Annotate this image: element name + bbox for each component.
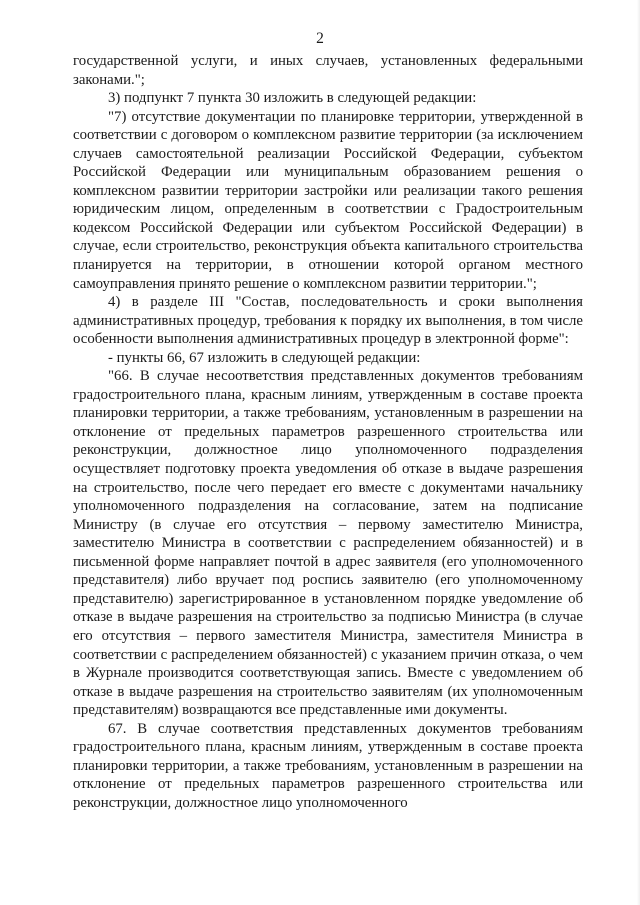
paragraph-item-3: 3) подпункт 7 пункта 30 изложить в следующей редакции:: [108, 90, 477, 107]
paragraph-item-4: 4) в разделе III "Состав, последовательность и сроки выполнения административных процедур, требования к порядку их выполнения, в том числе особенности выполнения административных процедур в электронной форме":: [73, 294, 583, 348]
paragraph-point-67: 67. В случае соответствия представленных документов требованиям градостроительного плана, красным линиям, утвержденным в составе проекта планировки территории, а также требованиям, установленным в разрешении на отклонение от предельных параметров разрешенного строительства или реконструкции, должностное лицо уполномоченного: [73, 720, 583, 811]
paragraph-subitem-7: "7) отсутствие документации по планировке территории, утвержденной в соответствии с договором о комплексном развитие территории (за исключением случаев самостоятельной реализации Российской Федерации, субъектом Российской Федерации или муниципальным образованием решения о комплексном развитии территории застройки или реализации такого решения юридическим лицом, определенным в соответствии с Градостроительным кодексом Российской Федерации или субъектом Российской Федерации) в случае, если строительство, реконструкция объекта капитального строительства планируется на территории, в отношении которой органом местного самоуправления принято решение о комплексном развитии территории.";: [73, 108, 583, 292]
paragraph-continuation: государственной услуги, и иных случаев, установленных федеральными законами.";: [73, 53, 583, 88]
paragraph-point-66: "66. В случае несоответствия представленных документов требованиям градостроительного плана, красным линиям, утвержденным в составе проекта планировки территории, а также требованиям, установленным в разрешении на отклонение от предельных параметров разрешенного строительства или реконструкции, должностное лицо уполномоченного подразделения осуществляет подготовку проекта уведомления об отказе в выдаче разрешения на строительство, после чего передает его вместе с документами начальнику уполномоченного подразделения на согласование, затем на подписание Министру (в случае его отсутствия – первому заместителю Министра, заместителю Министра в соответствии с распределением обязанностей) и в письменной форме направляет почтой в адрес заявителя (его уполномоченного представителя) либо вручает под роспись заявителю (его уполномоченному представителю) зарегистрированное в установленном порядке уведомление об отказе в выдаче разрешения на строительство за подписью Министра (в случае его отсутствия – первого заместителя Министра, заместителя Министра в соответствии с распределением обязанностей) с указанием причин отказа, о чем в Журнале производится соответствующая запись. Вместе с уведомлением об отказе в выдаче разрешения на строительство заявителям (их уполномоченным представителям) возвращаются все представленные ими документы.: [73, 368, 583, 719]
document-body: [73, 52, 583, 812]
paragraph-points-66-67: - пункты 66, 67 изложить в следующей редакции:: [108, 349, 421, 366]
page-number: 2: [316, 30, 324, 47]
